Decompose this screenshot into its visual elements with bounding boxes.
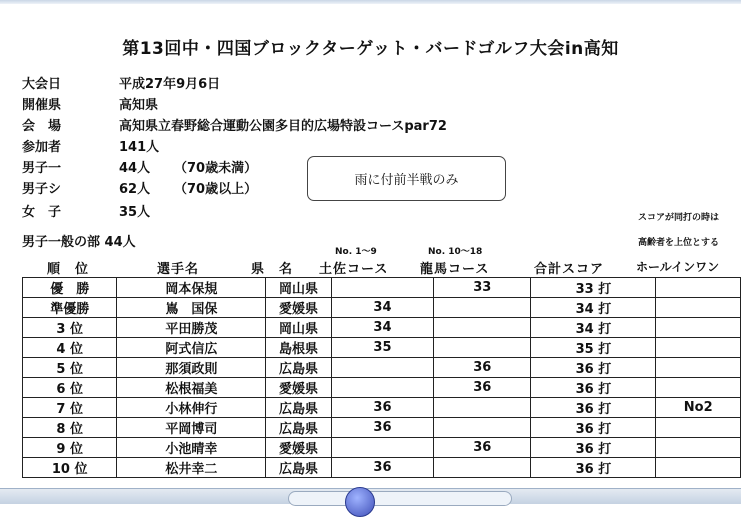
ryoma-score-cell (434, 418, 531, 438)
ryoma-score-cell: 36 (434, 358, 531, 378)
document-title: 第13回中・四国ブロックターゲット・バードゴルフ大会in高知 (122, 39, 619, 59)
prefecture-cell: 広島県 (266, 458, 332, 478)
tosa-score-cell (331, 438, 433, 458)
tosa-score-cell: 36 (331, 458, 433, 478)
tosa-score-cell (331, 358, 433, 378)
player-name-cell: 阿式信広 (117, 338, 266, 358)
prefecture-cell: 広島県 (266, 418, 332, 438)
hole-in-one-cell (656, 338, 741, 358)
tie-note-line-1: スコアが同打の時は (637, 213, 719, 223)
category-heading: 男子一般の部 44人 (22, 235, 136, 250)
player-name-cell: 小池晴幸 (117, 438, 266, 458)
total-score-cell: 36 打 (531, 358, 656, 378)
player-name-cell: 那須政則 (117, 358, 266, 378)
info-key: 開催県 (22, 98, 62, 113)
prefecture-cell: 愛媛県 (266, 378, 332, 398)
header-hole-in-one: ホールインワン (636, 260, 720, 274)
tosa-score-cell: 36 (331, 398, 433, 418)
prefecture-cell: 広島県 (266, 358, 332, 378)
total-score-cell: 34 打 (531, 318, 656, 338)
total-score-cell: 36 打 (531, 378, 656, 398)
info-key: 大会日 (22, 77, 62, 92)
table-row (23, 298, 741, 318)
info-value: 高知県立春野総合運動公園多目的広場特設コースpar72 (119, 119, 447, 134)
player-name-cell: 平田勝茂 (117, 318, 266, 338)
rain-note: 雨に付前半戦のみ (354, 173, 459, 188)
prefecture-cell: 愛媛県 (266, 298, 332, 318)
player-name-cell: 岡本保規 (117, 278, 266, 298)
hole-in-one-cell (656, 358, 741, 378)
results-body (23, 278, 741, 478)
rank-cell: 4 位 (23, 338, 117, 358)
player-name-cell: 嶌 国保 (117, 298, 266, 318)
ryoma-score-cell (434, 338, 531, 358)
tosa-holes-label: No. 1〜9 (335, 247, 377, 257)
hole-in-one-cell (656, 298, 741, 318)
rank-cell: 3 位 (23, 318, 117, 338)
info-value: 高知県 (119, 98, 159, 113)
ryoma-score-cell (434, 458, 531, 478)
header-rank: 順 位 (47, 262, 90, 277)
prefecture-cell: 広島県 (266, 398, 332, 418)
table-row (23, 378, 741, 398)
rank-cell: 準優勝 (23, 298, 117, 318)
table-row (23, 398, 741, 418)
tosa-score-cell (331, 278, 433, 298)
tosa-score-cell: 35 (331, 338, 433, 358)
info-key: 会 場 (22, 119, 62, 134)
player-name-cell: 松根福美 (117, 378, 266, 398)
age-note: （70歳以上） (174, 182, 258, 197)
total-score-cell: 33 打 (531, 278, 656, 298)
info-key: 参加者 (22, 140, 62, 155)
table-row (23, 458, 741, 478)
tie-note-line-2: 高齢者を上位とする (637, 238, 719, 248)
rain-note-box (307, 156, 506, 201)
table-row (23, 358, 741, 378)
tosa-score-cell (331, 378, 433, 398)
hole-in-one-cell (656, 438, 741, 458)
hole-in-one-cell (656, 418, 741, 438)
rank-cell: 5 位 (23, 358, 117, 378)
rank-cell: 優 勝 (23, 278, 117, 298)
header-total: 合計スコア (534, 262, 605, 277)
info-value: 44人 (119, 161, 151, 176)
ryoma-holes-label: No. 10〜18 (428, 247, 483, 257)
info-value: 平成27年9月6日 (119, 77, 221, 92)
prefecture-cell: 島根県 (266, 338, 332, 358)
rank-cell: 9 位 (23, 438, 117, 458)
hole-in-one-cell: No2 (656, 398, 741, 418)
prefecture-cell: 岡山県 (266, 278, 332, 298)
total-score-cell: 36 打 (531, 438, 656, 458)
window-top-edge (0, 0, 741, 4)
age-note: （70歳未満） (174, 161, 258, 176)
player-name-cell: 松井幸二 (117, 458, 266, 478)
info-value: 62人 (119, 182, 151, 197)
ryoma-score-cell: 33 (434, 278, 531, 298)
total-score-cell: 36 打 (531, 418, 656, 438)
header-ryoma: 龍馬コース (420, 262, 490, 277)
rank-cell: 10 位 (23, 458, 117, 478)
info-key: 男子一 (22, 161, 62, 176)
info-value: 35人 (119, 205, 151, 220)
table-row (23, 438, 741, 458)
table-row (23, 278, 741, 298)
total-score-cell: 34 打 (531, 298, 656, 318)
viewer-control-pill[interactable] (288, 491, 512, 506)
prefecture-cell: 岡山県 (266, 318, 332, 338)
table-row (23, 318, 741, 338)
rank-cell: 8 位 (23, 418, 117, 438)
ryoma-score-cell: 36 (434, 438, 531, 458)
player-name-cell: 平岡博司 (117, 418, 266, 438)
tosa-score-cell: 36 (331, 418, 433, 438)
info-key: 男子シ (22, 182, 62, 197)
rank-cell: 7 位 (23, 398, 117, 418)
ryoma-score-cell (434, 298, 531, 318)
hole-in-one-cell (656, 378, 741, 398)
hole-in-one-cell (656, 458, 741, 478)
ryoma-score-cell (434, 318, 531, 338)
info-value: 141人 (119, 140, 160, 155)
player-name-cell: 小林伸行 (117, 398, 266, 418)
total-score-cell: 36 打 (531, 458, 656, 478)
header-tosa: 土佐コース (319, 262, 389, 277)
prefecture-cell: 愛媛県 (266, 438, 332, 458)
info-key: 女 子 (22, 205, 62, 220)
tosa-score-cell: 34 (331, 298, 433, 318)
table-row (23, 338, 741, 358)
viewer-bottom-bar (0, 488, 741, 504)
hole-in-one-cell (656, 278, 741, 298)
hole-in-one-cell (656, 318, 741, 338)
total-score-cell: 35 打 (531, 338, 656, 358)
ryoma-score-cell (434, 398, 531, 418)
header-name: 選手名 (157, 262, 200, 277)
rank-cell: 6 位 (23, 378, 117, 398)
results-table (22, 277, 741, 478)
table-row (23, 418, 741, 438)
ryoma-score-cell: 36 (434, 378, 531, 398)
header-pref: 県 名 (251, 262, 294, 277)
viewer-orb-button[interactable] (345, 487, 375, 517)
total-score-cell: 36 打 (531, 398, 656, 418)
tosa-score-cell: 34 (331, 318, 433, 338)
